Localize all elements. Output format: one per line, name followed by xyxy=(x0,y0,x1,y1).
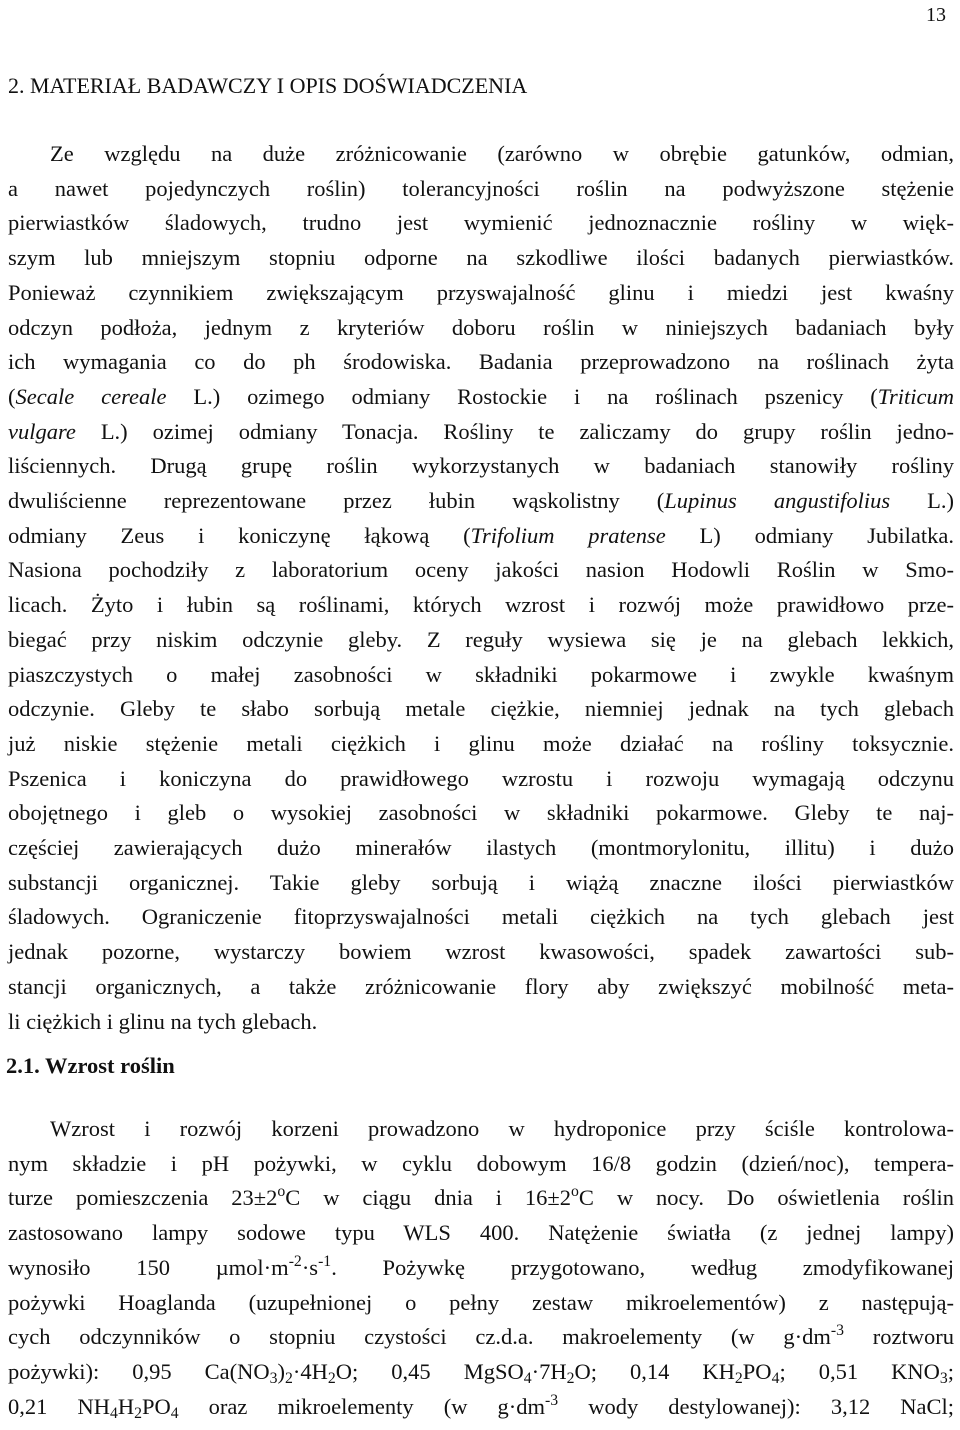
text-line: li ciężkich i glinu na tych glebach. xyxy=(8,1008,318,1034)
text-line: zastosowano lampy sodowe typu WLS 400. Natężenie światła (z jednej lampy) xyxy=(8,1220,954,1246)
text-run: O; 0,45 MgSO xyxy=(335,1358,524,1384)
text-run: PO xyxy=(141,1393,171,1419)
text-run: oraz mikroelementy (w g·dm xyxy=(178,1393,546,1419)
text-line: szym lub mniejszym stopniu odporne na szkodliwe ilości badanych pierwiastków. xyxy=(8,245,954,271)
subsection-heading: 2.1. Wzrost roślin xyxy=(6,1053,175,1078)
text-run: ) xyxy=(277,1358,286,1384)
text-line: śladowych. Ograniczenie fitoprzyswajalności metali ciężkich na tych glebach jest xyxy=(8,904,954,930)
text-line: licach. Żyto i łubin są roślinami, których wzrost i rozwój może prawidłowo prze- xyxy=(8,592,954,618)
text-run: ·4H xyxy=(292,1358,328,1384)
text-line xyxy=(8,415,954,450)
text-line: substancji organicznej. Takie gleby sorbują i wiążą znaczne ilości pierwiastków xyxy=(8,869,954,895)
text-run: L.) xyxy=(890,488,954,514)
text-run: . Pożywkę przygotowano, według zmodyfikowanej xyxy=(331,1254,954,1280)
text-run: L.) ozimej odmiany Tonacja. Rośliny te zaliczamy do grupy roślin jedno- xyxy=(75,418,954,444)
text-line: już niskie stężenie metali ciężkich i glinu może działać na rośliny toksycznie. xyxy=(8,730,954,756)
paragraph-2 xyxy=(8,1112,954,1424)
text-line: Nasiona pochodziły z laboratorium oceny jakości nasion Hodowli Roślin w Smo- xyxy=(8,557,954,583)
text-run: ; 0,51 KNO xyxy=(779,1358,940,1384)
species-name: Triticum xyxy=(877,383,954,409)
text-run: dwuliścienne reprezentowane przez łubin wąskolistny ( xyxy=(8,488,665,514)
text-line xyxy=(8,380,954,415)
text-line: odczyn podłoża, jednym z kryteriów doboru roślin w niniejszych badaniach były xyxy=(8,314,954,340)
text-line: nym składzie i pH pożywki, w cyklu dobowym 16/8 godzin (dzień/noc), tempera- xyxy=(8,1150,954,1176)
text-line: pierwiastków śladowych, trudno jest wymienić jednoznacznie rośliny w więk- xyxy=(8,210,954,236)
text-run: ; xyxy=(947,1358,955,1384)
text-run: roztworu xyxy=(844,1324,954,1350)
text-line xyxy=(8,1320,954,1355)
subscript: 3 xyxy=(269,1369,278,1387)
text-line: odczynie. Gleby te słabo sorbują metale ciężkie, niemniej jednak na tych glebach xyxy=(8,696,954,722)
text-run: wody destylowanej): 3,12 NaCl; xyxy=(558,1393,955,1419)
text-line xyxy=(8,1355,954,1390)
text-line xyxy=(8,519,954,554)
subscript: 2 xyxy=(566,1369,575,1387)
text-run: ·s xyxy=(301,1254,319,1280)
text-line: obojętnego i gleb o wysokiej zasobności w składniki pokarmowe. Gleby te naj- xyxy=(8,800,954,826)
subscript: 4 xyxy=(109,1404,118,1422)
text-run: O; 0,14 KH xyxy=(574,1358,735,1384)
text-line: stancji organicznych, a także zróżnicowanie flory aby zwiększyć mobilność meta- xyxy=(8,973,954,999)
text-run: PO xyxy=(742,1358,772,1384)
text-line: Ponieważ czynnikiem zwiększającym przyswajalność glinu i miedzi jest kwaśny xyxy=(8,279,954,305)
text-line: Wzrost i rozwój korzeni prowadzono w hydroponice przy ściśle kontrolowa- xyxy=(50,1116,954,1141)
text-run: H xyxy=(117,1393,135,1419)
text-run: ·7H xyxy=(531,1358,567,1384)
text-run: C w nocy. Do oświetlenia roślin xyxy=(578,1185,954,1211)
text-line: ich wymagania co do ph środowiska. Badania przeprowadzono na roślinach żyta xyxy=(8,349,954,375)
text-line xyxy=(8,1251,954,1286)
subscript: 4 xyxy=(771,1369,780,1387)
text-line: Pszenica i koniczyna do prawidłowego wzrostu i rozwoju wymagają odczynu xyxy=(8,765,954,791)
subscript: 3 xyxy=(939,1369,948,1387)
subscript: 2 xyxy=(285,1369,293,1387)
species-name: vulgare xyxy=(8,418,76,444)
text-line: częściej zawierających dużo minerałów ilastych (montmorylonitu, illitu) i dużo xyxy=(8,835,954,861)
species-name: Secale cereale xyxy=(15,383,167,409)
superscript: -3 xyxy=(545,1391,559,1409)
superscript: -3 xyxy=(830,1322,845,1340)
text-line: piaszczystych o małej zasobności w składniki pokarmowe i zwykle kwaśnym xyxy=(8,661,954,687)
paragraph-1 xyxy=(8,137,954,1039)
text-line: biegać przy niskim odczynie gleby. Z reguły wysiewa się je na glebach lekkich, xyxy=(8,626,954,652)
text-line xyxy=(8,1181,954,1216)
text-line xyxy=(8,1390,954,1425)
section-heading: 2. MATERIAŁ BADAWCZY I OPIS DOŚWIADCZENIA xyxy=(8,73,528,98)
text-run: cych odczynników o stopniu czystości cz.d.a. makroelementy (w g·dm xyxy=(8,1324,831,1350)
page-number: 13 xyxy=(926,4,946,26)
text-run: turze pomieszczenia 23±2 xyxy=(8,1185,278,1211)
subscript: 4 xyxy=(523,1369,532,1387)
subscript: 4 xyxy=(170,1404,179,1422)
superscript: o xyxy=(571,1183,579,1201)
subscript: 2 xyxy=(734,1369,743,1387)
text-run: wynosiło 150 µmol·m xyxy=(8,1254,289,1280)
text-run: odmiany Zeus i koniczynę łąkową ( xyxy=(8,522,471,548)
text-line: a nawet pojedynczych roślin) tolerancyjności roślin na podwyższone stężenie xyxy=(8,175,954,201)
text-run: C w ciągu dnia i 16±2 xyxy=(285,1185,572,1211)
superscript: -1 xyxy=(318,1252,332,1270)
text-line: jednak pozorne, wystarczy bowiem wzrost kwasowości, spadek zawartości sub- xyxy=(8,939,954,965)
text-line: Ze względu na duże zróżnicowanie (zarówno w obrębie gatunków, odmian, xyxy=(50,141,954,166)
text-run: 0,21 NH xyxy=(8,1393,110,1419)
subscript: 2 xyxy=(327,1369,336,1387)
superscript: -2 xyxy=(288,1252,302,1270)
text-line xyxy=(8,484,954,519)
text-run: L) odmiany Jubilatka. xyxy=(665,522,954,548)
text-run: ( xyxy=(8,383,16,409)
species-name: Lupinus angustifolius xyxy=(664,488,891,514)
text-run: pożywki): 0,95 Ca(NO xyxy=(8,1358,270,1384)
text-run: L.) ozimego odmiany Rostockie i na roślinach pszenicy ( xyxy=(166,383,878,409)
text-line: pożywki Hoaglanda (uzupełnionej o pełny zestaw mikroelementów) z następują- xyxy=(8,1289,954,1315)
text-line: liściennych. Drugą grupę roślin wykorzystanych w badaniach stanowiły rośliny xyxy=(8,453,954,479)
species-name: Trifolium pratense xyxy=(470,522,666,548)
subscript: 2 xyxy=(134,1404,142,1422)
superscript: o xyxy=(277,1183,286,1201)
